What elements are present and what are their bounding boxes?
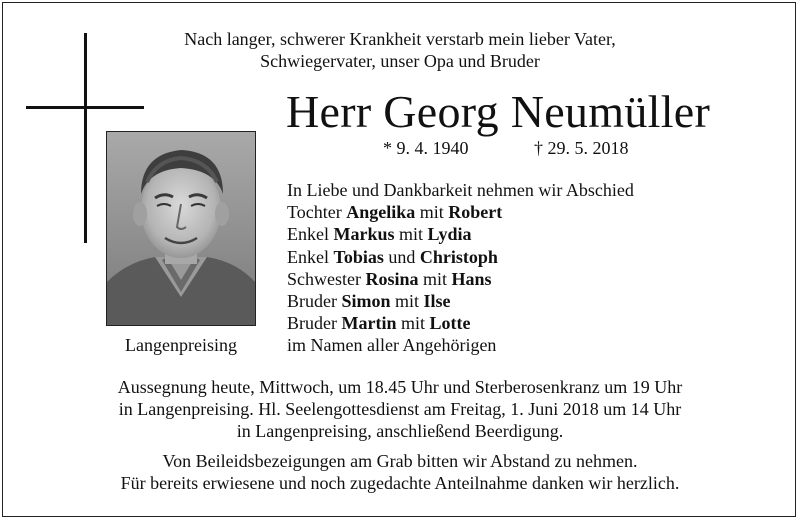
mourners-footer: im Namen aller Angehörigen <box>287 335 497 356</box>
list-item: Enkel Markus mit Lydia <box>287 224 472 245</box>
closing-line: Für bereits erwiesene und noch zugedachte Anteilnahme danken wir herzlich. <box>120 473 680 493</box>
death-date: † 29. 5. 2018 <box>534 138 629 158</box>
list-item: Bruder Martin mit Lotte <box>287 313 471 334</box>
service-line: in Langenpreising, anschließend Beerdigung. <box>236 421 564 441</box>
closing-line: Von Beileidsbezeigungen am Grab bitten wir Abstand zu nehmen. <box>162 451 638 471</box>
cross-icon-horizontal <box>26 106 144 109</box>
portrait-image <box>107 132 255 325</box>
service-info <box>0 376 800 442</box>
list-item: Tochter Angelika mit Robert <box>287 202 503 223</box>
portrait-photo <box>106 131 256 326</box>
mourners-heading: In Liebe und Dankbarkeit nehmen wir Abschied <box>287 180 634 200</box>
list-item: Schwester Rosina mit Hans <box>287 268 492 289</box>
closing-text <box>0 450 800 494</box>
cross-icon-vertical <box>84 33 87 243</box>
mourners-list <box>287 179 634 357</box>
intro-line: Schwiegervater, unser Opa und Bruder <box>260 51 540 71</box>
intro-line: Nach langer, schwerer Krankheit verstarb mein lieber Vater, <box>184 29 616 49</box>
deceased-name: Herr Georg Neumüller <box>286 86 711 137</box>
service-line: Aussegnung heute, Mittwoch, um 18.45 Uhr und Sterberosenkranz um 19 Uhr <box>117 377 683 397</box>
intro-text <box>0 28 800 72</box>
list-item: Enkel Tobias und Christoph <box>287 246 498 267</box>
service-line: in Langenpreising. Hl. Seelengottesdienst am Freitag, 1. Juni 2018 um 14 Uhr <box>118 399 682 419</box>
birth-date: * 9. 4. 1940 <box>383 138 469 158</box>
list-item: Bruder Simon mit Ilse <box>287 291 451 312</box>
residence-place: Langenpreising <box>125 335 237 355</box>
